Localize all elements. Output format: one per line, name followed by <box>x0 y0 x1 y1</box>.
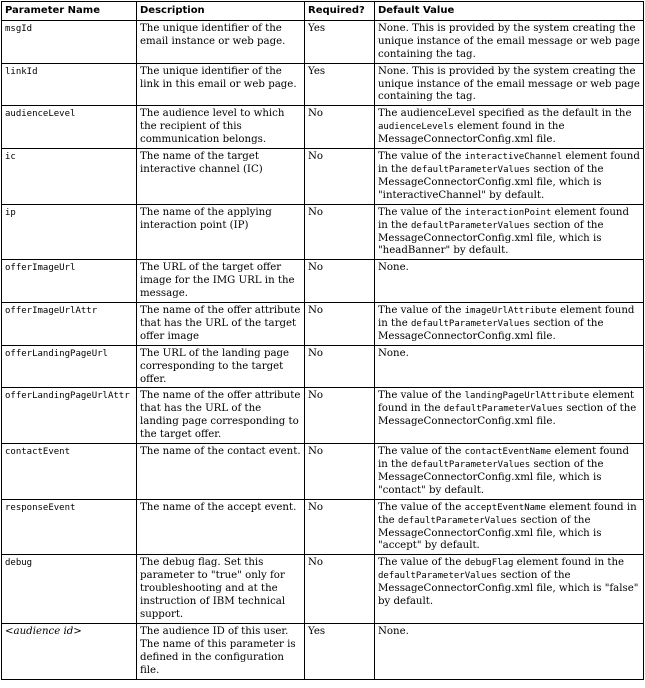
header-required: Required? <box>305 2 375 21</box>
parameter-name-cell: debug <box>2 555 137 624</box>
description-cell: The URL of the target offer image for the IMG URL in the message. <box>137 260 305 303</box>
required-cell: No <box>305 260 375 303</box>
default-value-code: acceptEventName <box>464 502 546 513</box>
header-description: Description <box>137 2 305 21</box>
default-value-text: None. <box>378 625 409 637</box>
default-value-code: defaultParameterValues <box>397 515 518 526</box>
default-value-text: The value of the <box>378 151 465 163</box>
default-value-cell <box>375 204 644 260</box>
default-value-text: The value of the <box>378 557 465 569</box>
default-value-cell <box>375 20 644 63</box>
description-cell: The name of the accept event. <box>137 499 305 555</box>
default-value-code: imageUrlAttribute <box>464 306 557 317</box>
description-cell: The URL of the landing page corresponding to the target offer. <box>137 345 305 388</box>
parameter-name-cell: offerLandingPageUrl <box>2 345 137 388</box>
default-value-text: section of the MessageConnectorConfig.xml file, which is "headBanner" by default. <box>378 219 604 257</box>
required-cell: Yes <box>305 63 375 106</box>
parameter-name-cell: offerImageUrlAttr <box>2 303 137 346</box>
default-value-text: element found in the <box>378 446 629 470</box>
default-value-cell <box>375 444 644 500</box>
default-value-code: contactEventName <box>464 447 552 458</box>
default-value-text: section of the MessageConnectorConfig.xml file. <box>378 317 604 342</box>
default-value-text: element found in the <box>378 390 635 415</box>
table-row <box>2 63 644 106</box>
required-cell: Yes <box>305 20 375 63</box>
table-body <box>2 20 644 679</box>
description-cell: The name of the contact event. <box>137 444 305 500</box>
table-row <box>2 303 644 346</box>
required-cell: No <box>305 444 375 500</box>
table-row <box>2 499 644 555</box>
default-value-text: section of the MessageConnectorConfig.xml file. <box>378 403 637 428</box>
default-value-cell <box>375 623 644 679</box>
table-row <box>2 149 644 205</box>
required-cell: No <box>305 149 375 205</box>
table-row <box>2 345 644 388</box>
default-value-text: section of the MessageConnectorConfig.xml file, which is "false" by default. <box>378 570 639 608</box>
required-cell: No <box>305 303 375 346</box>
default-value-code: debugFlag <box>464 558 514 569</box>
default-value-text: None. This is provided by the system creating the unique instance of the email message or web page containing the tag. <box>378 22 640 60</box>
required-cell: No <box>305 555 375 624</box>
default-value-text: element found in the <box>378 501 637 526</box>
default-value-text: None. This is provided by the system creating the unique instance of the email message or web page containing the tag. <box>378 65 640 103</box>
default-value-text: The value of the <box>378 501 465 513</box>
default-value-text: section of the MessageConnectorConfig.xml file, which is "interactiveChannel" by default. <box>378 163 604 201</box>
header-row <box>2 2 644 21</box>
default-value-code: defaultParameterValues <box>410 220 531 231</box>
parameter-name-cell: <audience id> <box>2 623 137 679</box>
header-default-value: Default Value <box>375 2 644 21</box>
parameter-name-cell: ic <box>2 149 137 205</box>
default-value-code: interactiveChannel <box>464 152 563 163</box>
parameter-name-cell: responseEvent <box>2 499 137 555</box>
description-cell: The name of the offer attribute that has the URL of the target offer image <box>137 303 305 346</box>
default-value-code: defaultParameterValues <box>410 318 531 329</box>
default-value-text: section of the MessageConnectorConfig.xml file, which is "contact" by default. <box>378 459 604 496</box>
table-row <box>2 204 644 260</box>
default-value-text: The value of the <box>378 446 465 458</box>
parameter-name-cell: offerImageUrl <box>2 260 137 303</box>
parameter-name-cell: msgId <box>2 20 137 63</box>
default-value-cell <box>375 555 644 624</box>
default-value-text: None. <box>378 262 409 274</box>
description-cell: The unique identifier of the link in this email or web page. <box>137 63 305 106</box>
default-value-text: The value of the <box>378 305 465 317</box>
header-parameter-name: Parameter Name <box>2 2 137 21</box>
default-value-cell <box>375 388 644 444</box>
default-value-text: The audienceLevel specified as the default in the <box>378 108 632 120</box>
parameter-name-cell: offerLandingPageUrlAttr <box>2 388 137 444</box>
default-value-cell <box>375 303 644 346</box>
description-cell: The debug flag. Set this parameter to "true" only for troubleshooting and at the instruction of IBM technical support. <box>137 555 305 624</box>
table-row <box>2 20 644 63</box>
default-value-code: defaultParameterValues <box>378 571 498 582</box>
table-row <box>2 444 644 500</box>
table-row <box>2 388 644 444</box>
default-value-text: element found in the MessageConnectorConfig.xml file. <box>378 121 565 146</box>
default-value-code: defaultParameterValues <box>410 460 531 470</box>
default-value-cell <box>375 260 644 303</box>
description-cell: The name of the applying interaction point (IP) <box>137 204 305 260</box>
parameters-table <box>1 1 644 680</box>
default-value-code: defaultParameterValues <box>410 164 531 175</box>
required-cell: No <box>305 499 375 555</box>
default-value-code: defaultParameterValues <box>443 404 563 415</box>
default-value-text: The value of the <box>378 206 465 218</box>
required-cell: No <box>305 106 375 149</box>
default-value-text: section of the MessageConnectorConfig.xml file, which is "accept" by default. <box>378 514 602 552</box>
default-value-cell <box>375 345 644 388</box>
default-value-code: landingPageUrlAttribute <box>464 391 590 402</box>
table-row <box>2 260 644 303</box>
default-value-cell <box>375 63 644 106</box>
default-value-code: interactionPoint <box>464 207 552 218</box>
required-cell: Yes <box>305 623 375 679</box>
description-cell: The unique identifier of the email instance or web page. <box>137 20 305 63</box>
default-value-cell <box>375 149 644 205</box>
parameter-name-cell: ip <box>2 204 137 260</box>
default-value-cell <box>375 499 644 555</box>
parameter-name-cell: audienceLevel <box>2 106 137 149</box>
required-cell: No <box>305 345 375 388</box>
default-value-text: element found in the <box>378 151 640 175</box>
table-row <box>2 106 644 149</box>
parameter-name-cell: contactEvent <box>2 444 137 500</box>
default-value-text: The value of the <box>378 390 465 402</box>
table-row <box>2 555 644 624</box>
description-cell: The name of the target interactive channel (IC) <box>137 149 305 205</box>
table-row <box>2 623 644 679</box>
default-value-text: element found in the <box>378 206 629 231</box>
description-cell: The name of the offer attribute that has the URL of the landing page corresponding to the target offer. <box>137 388 305 444</box>
default-value-code: audienceLevels <box>378 122 454 133</box>
required-cell: No <box>305 388 375 444</box>
parameter-name-cell: linkId <box>2 63 137 106</box>
description-cell: The audience level to which the recipient of this communication belongs. <box>137 106 305 149</box>
required-cell: No <box>305 204 375 260</box>
description-cell: The audience ID of this user. The name of this parameter is defined in the configuration file. <box>137 623 305 679</box>
default-value-text: element found in the <box>513 557 625 569</box>
default-value-cell <box>375 106 644 149</box>
default-value-text: None. <box>378 347 409 359</box>
default-value-text: element found in the <box>378 305 635 329</box>
